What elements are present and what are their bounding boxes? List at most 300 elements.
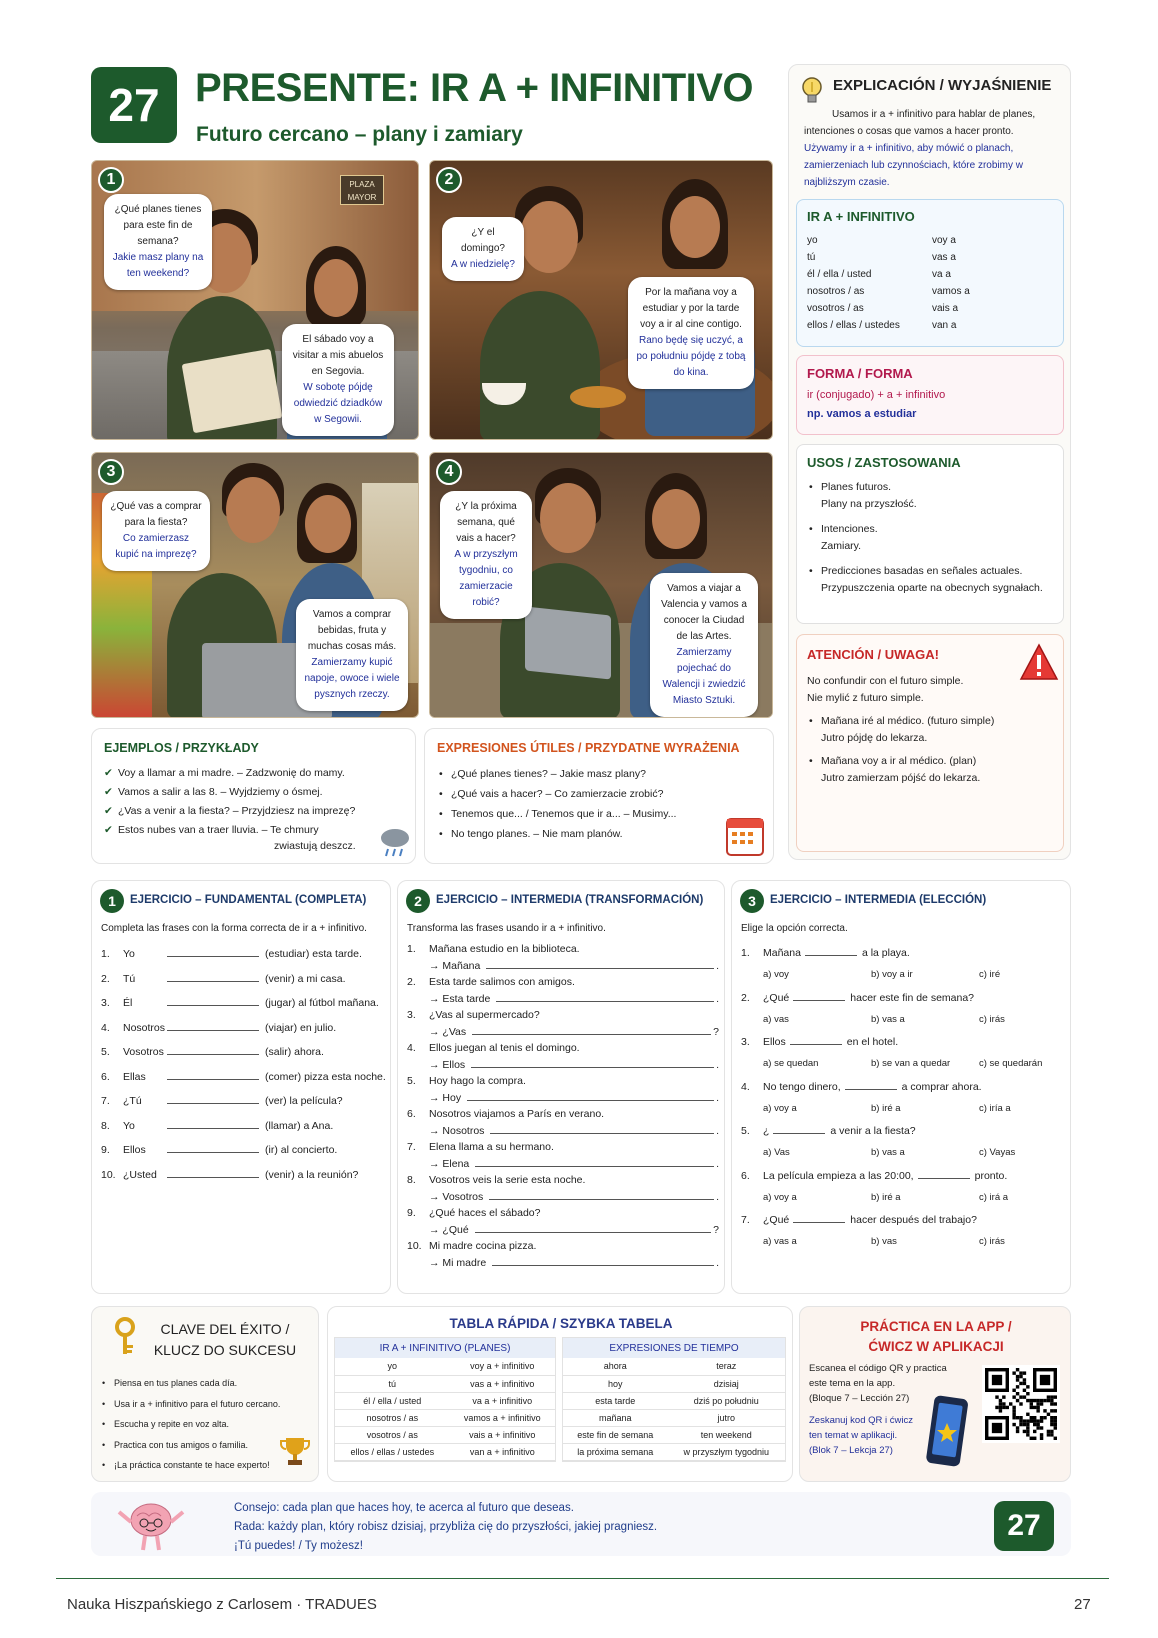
pronoun: nosotros / as — [807, 286, 865, 297]
answer-option[interactable]: b) vas a — [871, 1147, 905, 1158]
item-sentence: Esta tarde salimos con amigos. — [429, 976, 575, 988]
forma-line2: np. vamos a estudiar — [807, 408, 917, 420]
item-prompt: → Hoy — [429, 1091, 462, 1104]
laptop-illustration — [525, 606, 611, 679]
comic-panel-4 — [429, 452, 773, 718]
item-subject: Ellas — [123, 1070, 146, 1083]
item-subject: ¿Tú — [123, 1095, 142, 1107]
item-sentence: Vosotros veis la serie esta noche. — [429, 1174, 586, 1186]
table-cell: van a + infinitivo — [450, 1443, 555, 1460]
clave-card — [91, 1306, 319, 1482]
usos-pl: Przypuszczenia oparte na obecnych sygnałach. — [821, 582, 1043, 594]
item-text-a: La película empieza a las 20:00, — [763, 1169, 914, 1182]
explanation-text-pl: Używamy ir a + infinitivo, aby mówić o planach, zamierzeniach lub czynnościach, które zrobimy w najbliższym czasie. — [804, 143, 1023, 188]
item-punct: . — [716, 1058, 719, 1071]
item-number: 9. — [407, 1207, 416, 1219]
exercise-item — [101, 967, 386, 992]
footer-divider — [56, 1578, 1109, 1579]
exercise-item — [101, 1089, 386, 1114]
item-number: 2. — [101, 972, 110, 985]
expresion-item: • No tengo planes. – Nie mam planów. — [437, 824, 757, 844]
item-hint: (ver) la película? — [265, 1095, 343, 1107]
answer-blank[interactable] — [918, 1169, 970, 1179]
item-number: 7. — [101, 1095, 110, 1107]
item-hint: (viajar) en julio. — [265, 1021, 337, 1034]
phone-icon — [924, 1395, 970, 1474]
exercise-title: EJERCICIO – INTERMEDIA (ELECCIÓN) — [770, 894, 987, 906]
item-number: 10. — [407, 1240, 422, 1252]
pronoun: tú — [807, 252, 816, 263]
usos-title: USOS / ZASTOSOWANIA — [807, 455, 961, 470]
atencion-pl: Jutro zamierzam pójść do lekarza. — [821, 772, 981, 784]
atencion-es: • Mañana voy a ir al médico. (plan) — [821, 755, 977, 767]
answer-option[interactable]: a) voy — [763, 969, 789, 980]
clave-item: • ¡La práctica constante te hace experto! — [100, 1455, 290, 1476]
item-number: 1. — [407, 943, 416, 955]
usos-box — [796, 444, 1064, 624]
item-text-a: ¿Qué — [763, 991, 790, 1004]
item-text-a: Ellos — [763, 1036, 786, 1048]
exercise-3-card — [731, 880, 1071, 1294]
answer-option[interactable]: b) iré a — [871, 1102, 901, 1114]
table-row — [335, 1426, 555, 1443]
answer-blank[interactable] — [471, 1058, 714, 1068]
item-punct: . — [716, 1157, 719, 1170]
pronoun: vosotros / as — [807, 303, 864, 314]
item-punct: . — [716, 1256, 719, 1269]
item-punct: . — [716, 959, 719, 972]
brain-mascot-icon — [113, 1496, 189, 1559]
exercise-instructions: Elige la opción correcta. — [741, 923, 848, 934]
app-card — [799, 1306, 1071, 1482]
item-sentence: Mañana estudio en la biblioteca. — [429, 943, 580, 955]
exercise-item — [741, 1031, 1066, 1075]
tabla-title: TABLA RÁPIDA / SZYBKA TABELA — [449, 1316, 673, 1331]
clave-item: • Piensa en tus planes cada día. — [100, 1373, 290, 1394]
pronoun: él / ella / usted — [807, 269, 872, 280]
table-cell: ellos / ellas / ustedes — [335, 1443, 450, 1460]
item-subject: Ellos — [123, 1144, 146, 1156]
conjugation-row — [807, 283, 1057, 300]
atencion-es: • Mañana iré al médico. (futuro simple) — [821, 715, 995, 727]
verb-form: vamos a — [932, 286, 970, 297]
comic-panel-2 — [429, 160, 773, 440]
item-subject: Tú — [123, 972, 136, 985]
item-number: 5. — [741, 1125, 750, 1137]
table-cell: teraz — [667, 1358, 785, 1375]
item-punct: . — [716, 1091, 719, 1104]
ejemplo-item: ✔ ¿Vas a venir a la fiesta? – Przyjdziesz na imprezę? — [104, 802, 404, 821]
item-prompt: → Vosotros — [429, 1190, 484, 1203]
exercise-number: 3 — [740, 889, 764, 913]
exercise-item — [101, 1016, 386, 1041]
forma-box — [796, 355, 1064, 435]
item-number: 2. — [407, 976, 416, 988]
exercise-item — [741, 1076, 1066, 1120]
exercise-item — [741, 1209, 1066, 1253]
verb-form: van a — [932, 320, 957, 331]
panel-number: 1 — [98, 167, 124, 193]
atencion-intro: No confundir con el futuro simple. Nie mylić z futuro simple. — [807, 675, 964, 704]
conjugation-title: IR A + INFINITIVO — [807, 209, 915, 224]
page-number: 27 — [1074, 1596, 1091, 1613]
answer-blank[interactable] — [475, 1223, 711, 1233]
answer-blank[interactable] — [167, 1021, 259, 1031]
lesson-number-badge: 27 — [91, 67, 177, 143]
table-cell: este fin de semana — [563, 1426, 667, 1443]
answer-option[interactable]: c) irás — [979, 1013, 1005, 1025]
explanation-text-es: Usamos ir a + infinitivo para hablar de planes, intenciones o cosas que vamos a hacer pronto. — [804, 109, 1036, 137]
item-hint: (comer) pizza esta noche. — [265, 1070, 386, 1083]
item-hint: (salir) ahora. — [265, 1046, 324, 1058]
usos-item — [807, 521, 1057, 555]
item-number: 5. — [101, 1046, 110, 1058]
table-row — [335, 1409, 555, 1426]
table-cell: ahora — [563, 1358, 667, 1375]
item-hint: (estudiar) esta tarde. — [265, 948, 362, 960]
item-number: 7. — [741, 1214, 750, 1226]
trophy-icon — [280, 1435, 310, 1474]
consejo-banner — [91, 1492, 1071, 1556]
exercise-item — [101, 942, 386, 967]
table-row — [563, 1375, 785, 1392]
item-number: 3. — [407, 1009, 416, 1021]
item-sentence: Mi madre cocina pizza. — [429, 1240, 537, 1252]
exercise-number: 1 — [100, 889, 124, 913]
answer-option[interactable]: c) se quedarán — [979, 1058, 1043, 1069]
item-sentence: Elena llama a su hermano. — [429, 1141, 554, 1153]
item-hint: (venir) a mi casa. — [265, 972, 346, 985]
exercise-item — [407, 1106, 719, 1139]
atencion-pl: Jutro pójdę do lekarza. — [821, 732, 928, 744]
item-number: 8. — [101, 1119, 110, 1132]
quick-table-planes: IR A + INFINITIVO (PLANES) yo voy a + infinitivo tú vas a + infinitivo él / ella / usted va a + infinitivo nosotros / as vamos a + infinitivo vosotros / as vais a + infinitivo ellos / ellas / ustedes van a + infinitivo — [335, 1338, 555, 1461]
item-text-a: ¿Qué — [763, 1214, 790, 1226]
ejemplo-item: ✔ Voy a llamar a mi madre. – Zadzwonię do mamy. — [104, 764, 404, 783]
verb-form: vas a — [932, 252, 956, 263]
comic-panel-3 — [91, 452, 419, 718]
forma-line1: ir (conjugado) + a + infinitivo — [807, 389, 946, 401]
expresion-item: • Tenemos que... / Tenemos que ir a... – Musimy... — [437, 804, 757, 824]
table-row — [563, 1409, 785, 1426]
page-subtitle: Futuro cercano – plany i zamiary — [196, 123, 523, 146]
exercise-item — [407, 1040, 719, 1073]
item-sentence: Nosotros viajamos a París en verano. — [429, 1108, 605, 1120]
exercise-1-card — [91, 880, 391, 1294]
answer-option[interactable]: c) iré — [979, 969, 1001, 980]
exercise-title: EJERCICIO – INTERMEDIA (TRANSFORMACIÓN) — [436, 894, 704, 906]
panel-number: 2 — [436, 167, 462, 193]
answer-option[interactable]: b) voy a ir — [871, 969, 913, 980]
lesson-number-badge-footer: 27 — [994, 1501, 1054, 1551]
item-text-b: a la playa. — [861, 947, 910, 959]
exercise-item — [101, 1065, 386, 1090]
expresiones-card — [424, 728, 774, 864]
item-number: 4. — [741, 1080, 750, 1093]
table-cell: dzisiaj — [667, 1375, 785, 1392]
answer-option[interactable]: b) iré a — [871, 1191, 901, 1203]
explanation-title: EXPLICACIÓN / WYJAŚNIENIE — [833, 77, 1052, 94]
exercise-instructions: Completa las frases con la forma correcta de ir a + infinitivo. — [101, 923, 367, 934]
answer-blank[interactable] — [167, 996, 259, 1006]
item-punct: ? — [713, 1223, 719, 1236]
item-number: 10. — [101, 1168, 116, 1181]
quick-table-tiempo: EXPRESIONES DE TIEMPO ahora teraz hoy dzisiaj esta tarde dziś po południu mañana jutro este fin de semana ten weekend la próxima semana w przyszłym tygodniu — [563, 1338, 785, 1461]
exercise-item — [407, 941, 719, 974]
answer-blank[interactable] — [475, 1157, 714, 1167]
table-cell: él / ella / usted — [335, 1392, 450, 1409]
answer-blank[interactable] — [167, 1168, 259, 1178]
answer-option[interactable]: a) voy a — [763, 1102, 797, 1114]
answer-option[interactable]: b) vas a — [871, 1013, 905, 1025]
forma-title: FORMA / FORMA — [807, 366, 913, 381]
item-hint: (jugar) al fútbol mañana. — [265, 997, 379, 1009]
ejemplos-card — [91, 728, 416, 864]
key-icon — [110, 1317, 140, 1362]
tabla-card — [327, 1306, 793, 1482]
answer-blank[interactable] — [167, 1094, 259, 1104]
item-number: 4. — [407, 1042, 416, 1054]
item-text-a: Mañana — [763, 947, 801, 959]
answer-blank[interactable] — [492, 1256, 714, 1266]
exercise-number: 2 — [406, 889, 430, 913]
exercise-item — [407, 1205, 719, 1238]
conjugation-row — [807, 232, 1057, 249]
item-text-b: a comprar ahora. — [901, 1080, 982, 1093]
verb-form: vais a — [932, 303, 959, 314]
item-number: 9. — [101, 1144, 110, 1156]
conjugation-row — [807, 266, 1057, 283]
table-row — [563, 1443, 785, 1460]
pronoun: ellos / ellas / ustedes — [807, 320, 900, 331]
item-text-b: hacer después del trabajo? — [850, 1214, 977, 1226]
speech-bubble: Vamos a comprar bebidas, fruta y muchas cosas más. Zamierzamy kupić napoje, owoce i wiele pysznych rzeczy. — [296, 599, 408, 711]
item-hint: (llamar) a Ana. — [265, 1119, 334, 1132]
table-row — [563, 1392, 785, 1409]
panel-number: 4 — [436, 459, 462, 485]
speech-bubble: El sábado voy a visitar a mis abuelos en Segovia. W sobotę pójdę odwiedzić dziadków w Segowii. — [282, 324, 394, 436]
item-number: 1. — [741, 947, 750, 959]
atencion-item — [807, 713, 1057, 747]
exercise-item — [741, 987, 1066, 1031]
item-prompt: → Mi madre — [429, 1256, 487, 1269]
table-cell: vosotros / as — [335, 1426, 450, 1443]
table-cell: vas a + infinitivo — [450, 1375, 555, 1392]
answer-blank[interactable] — [490, 1124, 714, 1134]
answer-blank[interactable] — [167, 1119, 259, 1129]
ejemplos-title: EJEMPLOS / PRZYKŁADY — [104, 741, 259, 755]
answer-blank[interactable] — [167, 1070, 259, 1080]
answer-option[interactable]: a) se quedan — [763, 1058, 819, 1069]
answer-option[interactable]: a) Vas — [763, 1147, 790, 1158]
item-text-a: ¿ — [763, 1125, 770, 1137]
expresiones-title: EXPRESIONES ÚTILES / PRZYDATNE WYRAŻENIA — [437, 741, 740, 755]
usos-es: • Intenciones. — [821, 523, 878, 535]
clave-item: • Escucha y repite en voz alta. — [100, 1414, 290, 1435]
conjugation-row — [807, 300, 1057, 317]
table-cell: la próxima semana — [563, 1443, 667, 1460]
verb-form: voy a — [932, 235, 956, 246]
exercise-item — [741, 1120, 1066, 1164]
item-number: 3. — [101, 997, 110, 1009]
item-hint: (ir) al concierto. — [265, 1144, 338, 1156]
ejemplo-continuation: zwiastują deszcz. — [274, 840, 356, 852]
clave-item: • Practica con tus amigos o familia. — [100, 1435, 290, 1456]
table-cell: dziś po południu — [667, 1392, 785, 1409]
exercise-item — [101, 991, 386, 1016]
item-text-b: en el hotel. — [846, 1036, 899, 1048]
usos-es: • Predicciones basadas en señales actuales. — [821, 565, 1023, 577]
expresion-item: • ¿Qué vais a hacer? – Co zamierzacie zrobić? — [437, 784, 757, 804]
footer-text: Nauka Hiszpańskiego z Carlosem · TRADUES — [67, 1596, 377, 1613]
table-row — [335, 1443, 555, 1460]
exercise-item — [741, 942, 1066, 986]
answer-option[interactable]: c) irás — [979, 1236, 1005, 1247]
table-cell: vamos a + infinitivo — [450, 1409, 555, 1426]
table-row — [335, 1375, 555, 1392]
table-cell: jutro — [667, 1409, 785, 1426]
item-sentence: ¿Vas al supermercado? — [429, 1009, 540, 1021]
answer-blank[interactable] — [472, 1025, 711, 1035]
table-row — [563, 1358, 785, 1375]
table-cell: nosotros / as — [335, 1409, 450, 1426]
usos-pl: Zamiary. — [821, 540, 862, 552]
speech-bubble: ¿Y la próxima semana, qué vais a hacer? A w przyszłym tygodniu, co zamierzacie robić? — [440, 491, 532, 619]
item-subject: Vosotros — [123, 1046, 164, 1058]
answer-option[interactable]: b) se van a quedar — [871, 1058, 951, 1069]
answer-blank[interactable] — [467, 1091, 714, 1101]
item-text-b: a venir a la fiesta? — [830, 1125, 916, 1137]
answer-blank[interactable] — [805, 946, 857, 956]
answer-option[interactable]: a) vas a — [763, 1236, 797, 1247]
consejo-text: Consejo: cada plan que haces hoy, te acerca al futuro que deseas. Rada: każdy plan, który robisz dzisiaj, przybliża cię do przyszłości, jakiej pragniesz. ¡Tú puedes! / Ty możesz! — [234, 1502, 658, 1552]
clave-item: • Usa ir a + infinitivo para el futuro cercano. — [100, 1394, 290, 1415]
qr-code[interactable] — [982, 1365, 1060, 1443]
verb-form: va a — [932, 269, 951, 280]
answer-blank[interactable] — [167, 972, 259, 982]
item-punct: . — [716, 1190, 719, 1203]
answer-blank[interactable] — [486, 959, 714, 969]
answer-option[interactable]: a) vas — [763, 1013, 789, 1025]
item-text-b: hacer este fin de semana? — [850, 991, 975, 1004]
app-title: PRÁCTICA EN LA APP / ĆWICZ W APLIKACJI — [860, 1319, 1012, 1354]
item-punct: . — [716, 1124, 719, 1137]
answer-blank[interactable] — [793, 991, 845, 1001]
usos-pl: Plany na przyszłość. — [821, 498, 917, 510]
answer-option[interactable]: b) vas — [871, 1236, 897, 1247]
item-number: 6. — [741, 1169, 750, 1182]
item-prompt: → ¿Qué — [429, 1223, 469, 1236]
speech-bubble: ¿Qué planes tienes para este fin de semana? Jakie masz plany na ten weekend? — [104, 194, 212, 290]
exercise-title: EJERCICIO – FUNDAMENTAL (COMPLETA) — [130, 894, 367, 906]
rain-cloud-icon — [378, 825, 412, 864]
atencion-box — [796, 634, 1064, 852]
item-prompt: → Mañana — [429, 959, 481, 972]
exercise-item — [407, 1238, 719, 1271]
item-number: 4. — [101, 1021, 110, 1034]
usos-es: • Planes futuros. — [821, 481, 892, 493]
expresion-item: • ¿Qué planes tienes? – Jakie masz plany? — [437, 764, 757, 784]
item-text-a: No tengo dinero, — [763, 1080, 841, 1093]
exercise-2-card — [397, 880, 725, 1294]
exercise-item — [407, 974, 719, 1007]
item-number: 3. — [741, 1036, 750, 1048]
item-subject: Yo — [123, 1119, 135, 1132]
calendar-icon — [725, 813, 765, 862]
speech-bubble: Vamos a viajar a Valencia y vamos a conocer la Ciudad de las Artes. Zamierzamy pojechać do Walencji i zwiedzić Miasto Sztuki. — [650, 573, 758, 717]
usos-item — [807, 563, 1057, 597]
comic-panel-1 — [91, 160, 419, 440]
exercise-item — [407, 1139, 719, 1172]
table-cell: yo — [335, 1358, 450, 1375]
answer-blank[interactable] — [167, 947, 259, 957]
conjugation-row — [807, 317, 1057, 334]
exercise-item — [101, 1040, 386, 1065]
answer-option[interactable]: c) iría a — [979, 1102, 1011, 1114]
answer-option[interactable]: c) Vayas — [979, 1147, 1016, 1158]
ejemplo-item: ✔ Vamos a salir a las 8. – Wyjdziemy o ósmej. — [104, 783, 404, 802]
table-cell: vais a + infinitivo — [450, 1426, 555, 1443]
answer-blank[interactable] — [489, 1190, 714, 1200]
answer-option[interactable]: c) irá a — [979, 1191, 1009, 1203]
exercise-item — [101, 1114, 386, 1139]
clave-title: CLAVE DEL ÉXITO / KLUCZ DO SUKCESU — [153, 1321, 297, 1358]
app-text-es: Escanea el código QR y practica este tema en la app. (Bloque 7 – Lección 27) — [809, 1363, 947, 1404]
answer-option[interactable]: a) voy a — [763, 1191, 797, 1203]
item-sentence: Hoy hago la compra. — [429, 1075, 526, 1087]
exercise-item — [407, 1172, 719, 1205]
plaza-mayor-sign: PLAZA MAYOR — [340, 175, 384, 205]
answer-blank[interactable] — [790, 1035, 842, 1045]
item-prompt: → Ellos — [429, 1058, 466, 1071]
answer-blank[interactable] — [167, 1045, 259, 1055]
item-punct: ? — [713, 1025, 719, 1038]
usos-item — [807, 479, 1057, 513]
item-number: 1. — [101, 948, 110, 960]
table-cell: ten weekend — [667, 1426, 785, 1443]
exercise-item — [101, 1163, 386, 1188]
page-title: PRESENTE: IR A + INFINITIVO — [195, 66, 754, 110]
item-number: 7. — [407, 1141, 416, 1153]
pronoun: yo — [807, 235, 818, 246]
answer-blank[interactable] — [793, 1213, 845, 1223]
item-prompt: → Elena — [429, 1157, 470, 1170]
app-text-pl: Zeskanuj kod QR i ćwicz ten temat w aplikacji. (Blok 7 – Lekcja 27) — [809, 1415, 914, 1456]
exercise-item — [407, 1007, 719, 1040]
exercise-instructions: Transforma las frases usando ir a + infinitivo. — [407, 923, 606, 934]
conjugation-box — [796, 199, 1064, 347]
table-cell: voy a + infinitivo — [450, 1358, 555, 1375]
item-subject: ¿Usted — [123, 1168, 157, 1181]
answer-blank[interactable] — [773, 1124, 825, 1134]
table-row — [563, 1426, 785, 1443]
table-cell: va a + infinitivo — [450, 1392, 555, 1409]
table-cell: esta tarde — [563, 1392, 667, 1409]
item-subject: Yo — [123, 948, 135, 960]
speech-bubble: ¿Y el domingo? A w niedzielę? — [442, 217, 524, 281]
item-hint: (venir) a la reunión? — [265, 1168, 359, 1181]
answer-blank[interactable] — [845, 1080, 897, 1090]
table-cell: w przyszłym tygodniu — [667, 1443, 785, 1460]
table-cell: tú — [335, 1375, 450, 1392]
answer-blank[interactable] — [167, 1143, 259, 1153]
speech-bubble: Por la mañana voy a estudiar y por la tarde voy a ir al cine contigo. Rano będę się uczyć, a po południu pójdę z tobą do kina. — [628, 277, 754, 389]
item-sentence: ¿Qué haces el sábado? — [429, 1207, 541, 1219]
exercise-item — [101, 1138, 386, 1163]
item-number: 5. — [407, 1075, 416, 1087]
table-row — [335, 1392, 555, 1409]
answer-blank[interactable] — [496, 992, 714, 1002]
